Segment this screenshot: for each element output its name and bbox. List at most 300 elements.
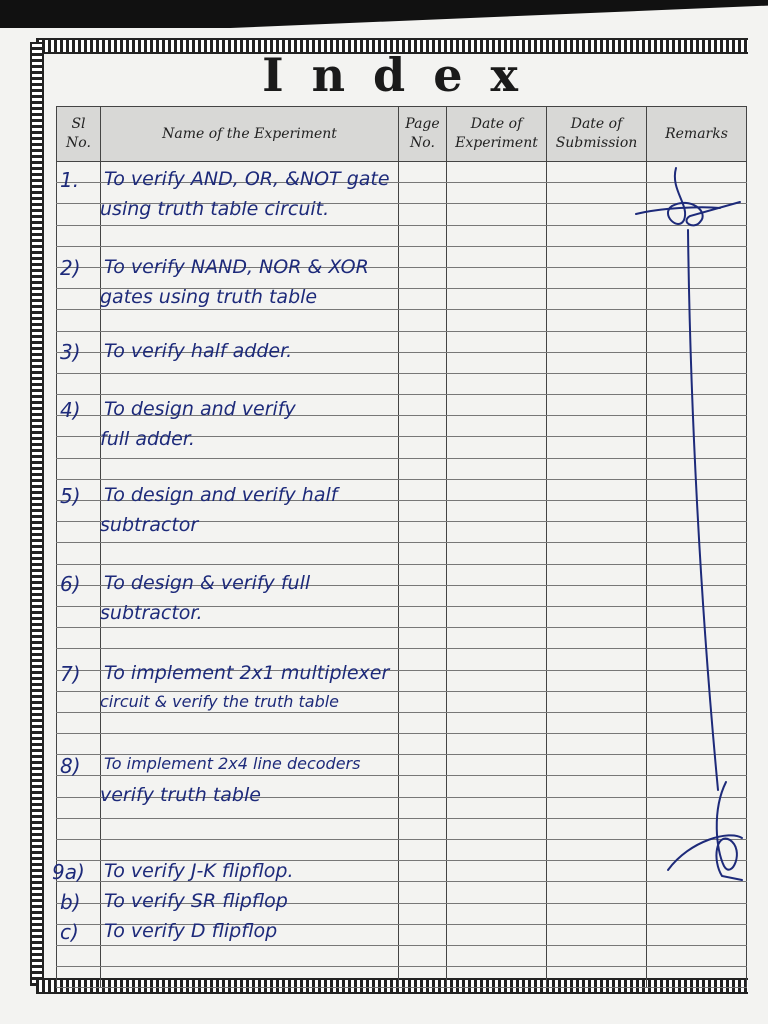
ruled-row bbox=[57, 479, 747, 500]
entry-text: To verify SR flipflop bbox=[104, 890, 288, 912]
table-cell bbox=[547, 670, 647, 691]
table-cell bbox=[447, 840, 547, 861]
table-cell bbox=[547, 416, 647, 437]
table-cell bbox=[547, 691, 647, 712]
table-cell bbox=[447, 501, 547, 522]
ruled-row bbox=[57, 373, 747, 394]
entry-text: circuit & verify the truth table bbox=[100, 692, 340, 711]
table-cell bbox=[101, 543, 399, 564]
table-cell bbox=[101, 352, 399, 373]
table-cell bbox=[547, 331, 647, 352]
table-cell bbox=[547, 437, 647, 458]
ruled-row bbox=[57, 564, 747, 585]
table-cell bbox=[57, 818, 101, 839]
table-cell bbox=[447, 903, 547, 924]
table-cell bbox=[399, 691, 447, 712]
table-cell bbox=[399, 437, 447, 458]
table-cell bbox=[101, 585, 399, 606]
table-cell bbox=[399, 585, 447, 606]
table-cell bbox=[647, 967, 747, 988]
table-cell bbox=[101, 776, 399, 797]
table-cell bbox=[101, 162, 399, 183]
table-cell bbox=[101, 755, 399, 776]
table-cell bbox=[399, 734, 447, 755]
table-cell bbox=[547, 289, 647, 310]
table-cell bbox=[647, 861, 747, 882]
ruled-row bbox=[57, 585, 747, 606]
table-cell bbox=[547, 945, 647, 966]
table-cell bbox=[399, 882, 447, 903]
table-cell bbox=[547, 458, 647, 479]
table-cell bbox=[447, 861, 547, 882]
entry-number: 2) bbox=[60, 256, 81, 280]
table-cell bbox=[101, 670, 399, 691]
table-cell bbox=[647, 945, 747, 966]
table-cell bbox=[101, 840, 399, 861]
table-cell bbox=[647, 289, 747, 310]
table-cell bbox=[399, 670, 447, 691]
table-cell bbox=[399, 352, 447, 373]
table-cell bbox=[547, 543, 647, 564]
table-cell bbox=[647, 606, 747, 627]
table-cell bbox=[399, 522, 447, 543]
table-cell bbox=[447, 458, 547, 479]
table-cell bbox=[399, 712, 447, 733]
header-experiment-name: Name of the Experiment bbox=[101, 107, 399, 162]
table-cell bbox=[399, 501, 447, 522]
table-cell bbox=[399, 246, 447, 267]
ruled-row bbox=[57, 310, 747, 331]
table-cell bbox=[547, 903, 647, 924]
ruled-row bbox=[57, 501, 747, 522]
table-cell bbox=[647, 331, 747, 352]
ruled-row bbox=[57, 331, 747, 352]
table-cell bbox=[399, 543, 447, 564]
entry-text: To verify half adder. bbox=[104, 340, 293, 362]
ruled-row bbox=[57, 924, 747, 945]
table-cell bbox=[57, 543, 101, 564]
table-cell bbox=[647, 691, 747, 712]
table-cell bbox=[447, 267, 547, 288]
table-cell bbox=[57, 945, 101, 966]
table-cell bbox=[447, 734, 547, 755]
table-cell bbox=[647, 501, 747, 522]
table-cell bbox=[57, 204, 101, 225]
table-cell bbox=[547, 797, 647, 818]
table-cell bbox=[399, 776, 447, 797]
ruled-row bbox=[57, 352, 747, 373]
table-cell bbox=[647, 416, 747, 437]
table-cell bbox=[57, 183, 101, 204]
table-cell bbox=[57, 501, 101, 522]
table-cell bbox=[101, 649, 399, 670]
table-cell bbox=[447, 395, 547, 416]
table-cell bbox=[101, 267, 399, 288]
table-cell bbox=[399, 564, 447, 585]
ruled-row bbox=[57, 162, 747, 183]
table-cell bbox=[399, 289, 447, 310]
table-cell bbox=[101, 903, 399, 924]
table-cell bbox=[101, 691, 399, 712]
table-cell bbox=[399, 818, 447, 839]
table-cell bbox=[447, 225, 547, 246]
entry-text: using truth table circuit. bbox=[100, 198, 330, 220]
table-cell bbox=[547, 310, 647, 331]
table-cell bbox=[447, 162, 547, 183]
table-cell bbox=[447, 479, 547, 500]
table-cell bbox=[647, 395, 747, 416]
table-cell bbox=[647, 183, 747, 204]
entry-number: 6) bbox=[60, 572, 81, 596]
table-cell bbox=[57, 691, 101, 712]
header-page-no: Page No. bbox=[399, 107, 447, 162]
table-cell bbox=[647, 310, 747, 331]
table-cell bbox=[547, 479, 647, 500]
ruled-row bbox=[57, 437, 747, 458]
table-cell bbox=[447, 797, 547, 818]
table-cell bbox=[101, 818, 399, 839]
table-cell bbox=[57, 331, 101, 352]
table-cell bbox=[57, 734, 101, 755]
table-cell bbox=[101, 437, 399, 458]
entry-text: verify truth table bbox=[100, 784, 261, 806]
entry-text: To implement 2x1 multiplexer bbox=[104, 662, 390, 684]
table-cell bbox=[447, 924, 547, 945]
table-cell bbox=[447, 691, 547, 712]
table-cell bbox=[547, 734, 647, 755]
entry-number: 4) bbox=[60, 398, 81, 422]
ruled-row bbox=[57, 670, 747, 691]
header-date-of-submission: Date of Submission bbox=[547, 107, 647, 162]
table-cell bbox=[101, 924, 399, 945]
ruled-row bbox=[57, 204, 747, 225]
ruled-row bbox=[57, 522, 747, 543]
table-cell bbox=[447, 945, 547, 966]
table-cell bbox=[547, 352, 647, 373]
table-cell bbox=[647, 649, 747, 670]
table-cell bbox=[101, 416, 399, 437]
table-cell bbox=[647, 458, 747, 479]
table-cell bbox=[399, 606, 447, 627]
ruled-row bbox=[57, 289, 747, 310]
table-cell bbox=[57, 585, 101, 606]
ruled-row bbox=[57, 776, 747, 797]
table-cell bbox=[647, 479, 747, 500]
header-date-of-experiment: Date of Experiment bbox=[447, 107, 547, 162]
table-cell bbox=[101, 606, 399, 627]
table-cell bbox=[647, 628, 747, 649]
entry-number: 8) bbox=[60, 754, 81, 778]
table-cell bbox=[547, 924, 647, 945]
table-cell bbox=[57, 289, 101, 310]
index-table bbox=[56, 106, 747, 988]
table-cell bbox=[647, 797, 747, 818]
table-cell bbox=[57, 522, 101, 543]
table-cell bbox=[57, 755, 101, 776]
table-cell bbox=[399, 416, 447, 437]
ruled-row bbox=[57, 606, 747, 627]
table-cell bbox=[547, 267, 647, 288]
table-cell bbox=[447, 289, 547, 310]
ruled-row bbox=[57, 967, 747, 988]
table-cell bbox=[647, 712, 747, 733]
table-cell bbox=[647, 352, 747, 373]
entry-number: c) bbox=[60, 920, 79, 944]
table-cell bbox=[101, 458, 399, 479]
table-cell bbox=[647, 670, 747, 691]
entry-text: full adder. bbox=[100, 428, 195, 450]
table-cell bbox=[447, 522, 547, 543]
table-cell bbox=[101, 289, 399, 310]
table-cell bbox=[647, 755, 747, 776]
table-cell bbox=[447, 204, 547, 225]
table-cell bbox=[399, 310, 447, 331]
table-cell bbox=[399, 628, 447, 649]
table-cell bbox=[101, 861, 399, 882]
table-cell bbox=[647, 882, 747, 903]
header-sl-no: Sl No. bbox=[57, 107, 101, 162]
page-title: Index bbox=[262, 48, 546, 102]
table-cell bbox=[57, 458, 101, 479]
table-cell bbox=[399, 755, 447, 776]
table-cell bbox=[547, 183, 647, 204]
table-cell bbox=[447, 416, 547, 437]
table-cell bbox=[547, 564, 647, 585]
table-cell bbox=[101, 479, 399, 500]
table-cell bbox=[547, 373, 647, 394]
ruled-row bbox=[57, 416, 747, 437]
table-cell bbox=[547, 649, 647, 670]
table-cell bbox=[57, 310, 101, 331]
ruled-row bbox=[57, 712, 747, 733]
table-cell bbox=[447, 352, 547, 373]
ruled-row bbox=[57, 691, 747, 712]
ruled-row bbox=[57, 734, 747, 755]
ruled-row bbox=[57, 818, 747, 839]
entry-text: gates using truth table bbox=[100, 286, 318, 308]
table-cell bbox=[57, 267, 101, 288]
table-cell bbox=[647, 246, 747, 267]
table-cell bbox=[399, 183, 447, 204]
table-cell bbox=[547, 606, 647, 627]
table-cell bbox=[101, 225, 399, 246]
ruled-row bbox=[57, 267, 747, 288]
table-cell bbox=[57, 776, 101, 797]
ruled-row bbox=[57, 543, 747, 564]
table-cell bbox=[57, 225, 101, 246]
ruled-row bbox=[57, 882, 747, 903]
table-cell bbox=[647, 204, 747, 225]
entry-text: To verify J-K flipflop. bbox=[104, 860, 294, 882]
ruled-row bbox=[57, 246, 747, 267]
entry-text: subtractor. bbox=[100, 602, 203, 624]
table-cell bbox=[57, 564, 101, 585]
table-cell bbox=[57, 670, 101, 691]
table-cell bbox=[101, 183, 399, 204]
table-cell bbox=[447, 670, 547, 691]
table-cell bbox=[647, 267, 747, 288]
table-cell bbox=[57, 924, 101, 945]
table-cell bbox=[399, 797, 447, 818]
table-cell bbox=[399, 924, 447, 945]
table-cell bbox=[547, 818, 647, 839]
table-cell bbox=[57, 352, 101, 373]
table-cell bbox=[101, 712, 399, 733]
table-cell bbox=[399, 840, 447, 861]
table-cell bbox=[101, 395, 399, 416]
table-cell bbox=[399, 903, 447, 924]
table-cell bbox=[447, 373, 547, 394]
entry-text: To implement 2x4 line decoders bbox=[104, 754, 361, 773]
table-cell bbox=[399, 458, 447, 479]
ruled-row bbox=[57, 903, 747, 924]
table-cell bbox=[547, 967, 647, 988]
table-cell bbox=[399, 479, 447, 500]
table-cell bbox=[57, 967, 101, 988]
table-cell bbox=[101, 564, 399, 585]
table-cell bbox=[447, 776, 547, 797]
table-cell bbox=[57, 797, 101, 818]
ruled-row bbox=[57, 945, 747, 966]
table-cell bbox=[447, 564, 547, 585]
table-cell bbox=[57, 861, 101, 882]
ruled-row bbox=[57, 225, 747, 246]
table-cell bbox=[647, 840, 747, 861]
table-cell bbox=[447, 543, 547, 564]
entry-text: To design and verify half bbox=[104, 484, 338, 506]
table-cell bbox=[57, 903, 101, 924]
table-cell bbox=[647, 776, 747, 797]
table-cell bbox=[101, 310, 399, 331]
ruled-row bbox=[57, 628, 747, 649]
table-cell bbox=[647, 225, 747, 246]
table-cell bbox=[57, 606, 101, 627]
table-cell bbox=[647, 564, 747, 585]
table-cell bbox=[399, 373, 447, 394]
table-cell bbox=[101, 246, 399, 267]
table-cell bbox=[399, 395, 447, 416]
table-cell bbox=[101, 522, 399, 543]
table-cell bbox=[57, 479, 101, 500]
table-cell bbox=[547, 861, 647, 882]
table-cell bbox=[399, 861, 447, 882]
table-cell bbox=[447, 310, 547, 331]
table-cell bbox=[101, 797, 399, 818]
table-cell bbox=[647, 543, 747, 564]
table-cell bbox=[547, 585, 647, 606]
table-cell bbox=[447, 755, 547, 776]
table-cell bbox=[447, 331, 547, 352]
table-cell bbox=[547, 840, 647, 861]
table-cell bbox=[101, 628, 399, 649]
entry-number: 9a) bbox=[52, 860, 85, 884]
ruled-row bbox=[57, 861, 747, 882]
table-cell bbox=[547, 522, 647, 543]
table-cell bbox=[399, 945, 447, 966]
ruled-row bbox=[57, 797, 747, 818]
entry-number: 3) bbox=[60, 340, 81, 364]
table-cell bbox=[647, 924, 747, 945]
table-cell bbox=[399, 267, 447, 288]
table-cell bbox=[447, 585, 547, 606]
header-remarks: Remarks bbox=[647, 107, 747, 162]
table-cell bbox=[101, 734, 399, 755]
table-cell bbox=[447, 246, 547, 267]
table-cell bbox=[447, 882, 547, 903]
table-cell bbox=[547, 628, 647, 649]
entry-text: To verify NAND, NOR & XOR bbox=[104, 256, 369, 278]
table-cell bbox=[447, 628, 547, 649]
table-cell bbox=[101, 204, 399, 225]
entry-text: To design & verify full bbox=[104, 572, 311, 594]
table-cell bbox=[547, 225, 647, 246]
table-cell bbox=[57, 628, 101, 649]
table-cell bbox=[101, 501, 399, 522]
table-cell bbox=[447, 712, 547, 733]
ruled-row bbox=[57, 183, 747, 204]
entry-text: To verify AND, OR, &NOT gate bbox=[104, 168, 390, 190]
table-cell bbox=[647, 437, 747, 458]
table-cell bbox=[547, 162, 647, 183]
table-cell bbox=[57, 416, 101, 437]
table-cell bbox=[447, 967, 547, 988]
table-cell bbox=[447, 818, 547, 839]
table-cell bbox=[101, 967, 399, 988]
dark-background-corner bbox=[0, 0, 768, 28]
entry-number: 1. bbox=[60, 168, 80, 192]
table-cell bbox=[101, 373, 399, 394]
decorative-border-left bbox=[30, 42, 44, 986]
table-cell bbox=[547, 882, 647, 903]
ruled-row bbox=[57, 395, 747, 416]
table-cell bbox=[647, 373, 747, 394]
table-cell bbox=[447, 437, 547, 458]
table-cell bbox=[101, 945, 399, 966]
table-cell bbox=[447, 606, 547, 627]
table-cell bbox=[647, 585, 747, 606]
ruled-row bbox=[57, 755, 747, 776]
table-cell bbox=[101, 882, 399, 903]
entry-text: To design and verify bbox=[104, 398, 296, 420]
table-cell bbox=[547, 246, 647, 267]
entry-number: 7) bbox=[60, 662, 81, 686]
table-cell bbox=[547, 204, 647, 225]
table-cell bbox=[647, 162, 747, 183]
table-cell bbox=[447, 649, 547, 670]
table-cell bbox=[547, 395, 647, 416]
table-header-row bbox=[57, 107, 747, 162]
table-cell bbox=[57, 437, 101, 458]
table-cell bbox=[399, 204, 447, 225]
table-cell bbox=[57, 649, 101, 670]
ruled-row bbox=[57, 458, 747, 479]
table-cell bbox=[547, 776, 647, 797]
table-cell bbox=[647, 818, 747, 839]
table-cell bbox=[57, 395, 101, 416]
table-cell bbox=[647, 522, 747, 543]
table-cell bbox=[547, 755, 647, 776]
ruled-row bbox=[57, 649, 747, 670]
entry-text: subtractor bbox=[100, 514, 199, 536]
table-cell bbox=[101, 331, 399, 352]
table-cell bbox=[57, 882, 101, 903]
table-cell bbox=[57, 840, 101, 861]
table-cell bbox=[399, 225, 447, 246]
table-cell bbox=[57, 246, 101, 267]
table-cell bbox=[547, 712, 647, 733]
table-cell bbox=[647, 903, 747, 924]
entry-text: To verify D flipflop bbox=[104, 920, 278, 942]
